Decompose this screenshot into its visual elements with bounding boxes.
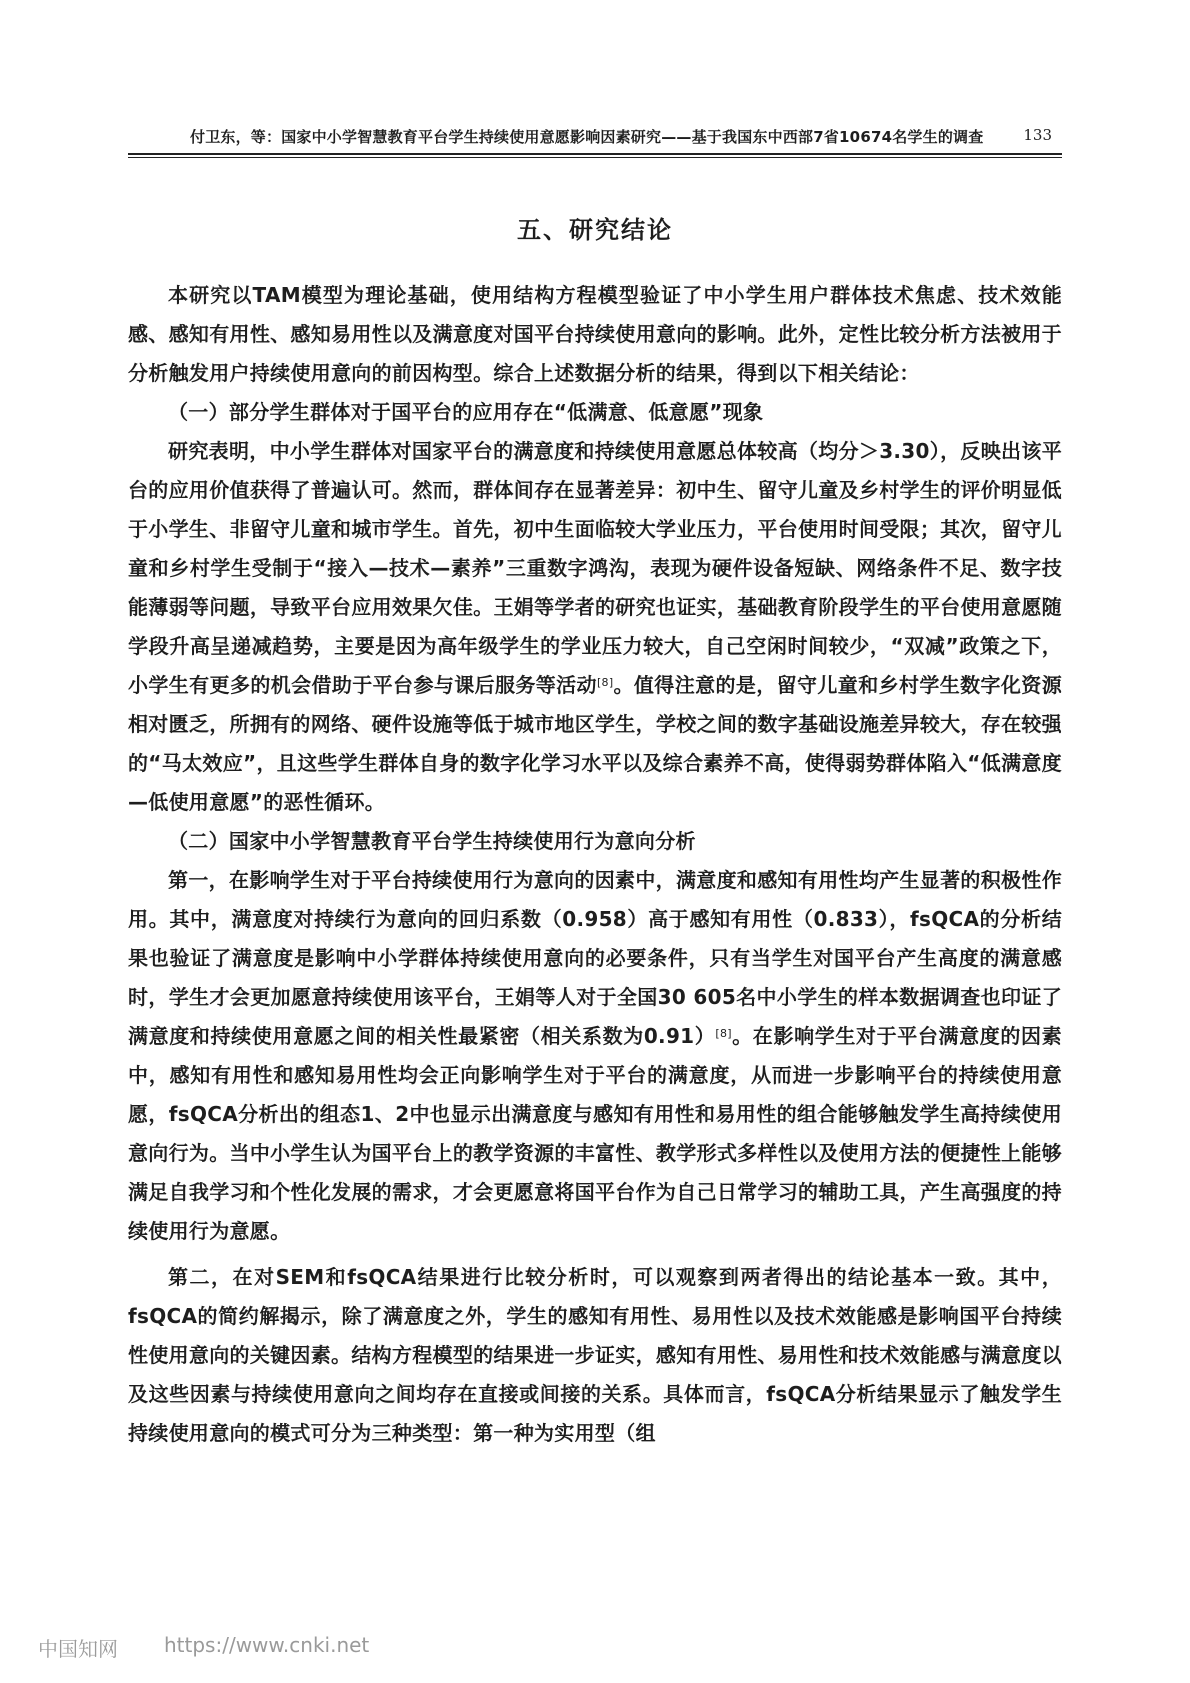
running-title: 付卫东，等：国家中小学智慧教育平台学生持续使用意愿影响因素研究——基于我国东中西部7省10674名学生的调查 [190, 128, 984, 146]
paragraph-findings-2: 第一，在影响学生对于平台持续使用行为意向的因素中，满意度和感知有用性均产生显著的积极性作用。其中，满意度对持续行为意向的回归系数（0.958）高于感知有用性（0.833），fsQCA的分析结果也验证了满意度是影响中小学群体持续使用意向的必要条件，只有当学生对国平台产生高度的满意感时，学生才会更加愿意持续使用该平台，王娟等人对于全国30 605名中小学生的样本数据调查也印证了满意度和持续使用意愿之间的相关性最紧密（相关系数为0.91）[8]。在影响学生对于平台满意度的因素中，感知有用性和感知易用性均会正向影响学生对于平台的满意度，从而进一步影响平台的持续使用意愿，fsQCA分析出的组态1、2中也显示出满意度与感知有用性和易用性的组合能够触发学生高持续使用意向行为。当中小学生认为国平台上的教学资源的丰富性、教学形式多样性以及使用方法的便捷性上能够满足自我学习和个性化发展的需求，才会更愿意将国平台作为自己日常学习的辅助工具，产生高强度的持续使用行为意愿。 [128, 868, 1062, 1243]
cnki-url[interactable]: https://www.cnki.net [164, 1633, 370, 1657]
paragraph-findings-3: 第二，在对SEM和fsQCA结果进行比较分析时，可以观察到两者得出的结论基本一致。其中，fsQCA的简约解揭示，除了满意度之外，学生的感知有用性、易用性以及技术效能感是影响国平台持续性使用意向的关键因素。结构方程模型的结果进一步证实，感知有用性、易用性和技术效能感与满意度以及这些因素与持续使用意向之间均存在直接或间接的关系。具体而言，fsQCA分析结果显示了触发学生持续使用意向的模式可分为三种类型：第一种为实用型（组 [128, 1265, 1062, 1445]
citation-ref[interactable]: [8] [596, 676, 614, 689]
section-title: 五、研究结论 [517, 216, 673, 244]
subsection-heading-2: （二）国家中小学智慧教育平台学生持续使用行为意向分析 [168, 829, 696, 853]
page-number: 133 [1023, 126, 1052, 144]
article-body [128, 276, 1062, 1453]
paragraph-findings-1: 研究表明，中小学生群体对国家平台的满意度和持续使用意愿总体较高（均分＞3.30），反映出该平台的应用价值获得了普遍认可。然而，群体间存在显著差异：初中生、留守儿童及乡村学生的评价明显低于小学生、非留守儿童和城市学生。首先，初中生面临较大学业压力，平台使用时间受限；其次，留守儿童和乡村学生受制于“接入—技术—素养”三重数字鸿沟，表现为硬件设备短缺、网络条件不足、数字技能薄弱等问题，导致平台应用效果欠佳。王娟等学者的研究也证实，基础教育阶段学生的平台使用意愿随学段升高呈递减趋势，主要是因为高年级学生的学业压力较大，自己空闲时间较少，“双减”政策之下，小学生有更多的机会借助于平台参与课后服务等活动[8]。值得注意的是，留守儿童和乡村学生数字化资源相对匮乏，所拥有的网络、硬件设施等低于城市地区学生，学校之间的数字基础设施差异较大，存在较强的“马太效应”，且这些学生群体自身的数字化学习水平以及综合素养不高，使得弱势群体陷入“低满意度—低使用意愿”的恶性循环。 [128, 439, 1062, 814]
cnki-logo-text: 中国知网 [38, 1637, 118, 1661]
intro-paragraph: 本研究以TAM模型为理论基础，使用结构方程模型验证了中小学生用户群体技术焦虑、技术效能感、感知有用性、感知易用性以及满意度对国平台持续使用意向的影响。此外，定性比较分析方法被用于分析触发用户持续使用意向的前因构型。综合上述数据分析的结果，得到以下相关结论： [128, 283, 1062, 385]
header-rule-thin [128, 157, 1062, 158]
running-header [128, 126, 1062, 156]
citation-ref[interactable]: [8] [715, 1027, 732, 1040]
subsection-heading-1: （一）部分学生群体对于国平台的应用存在“低满意、低意愿”现象 [168, 400, 764, 424]
header-rule [128, 153, 1062, 155]
